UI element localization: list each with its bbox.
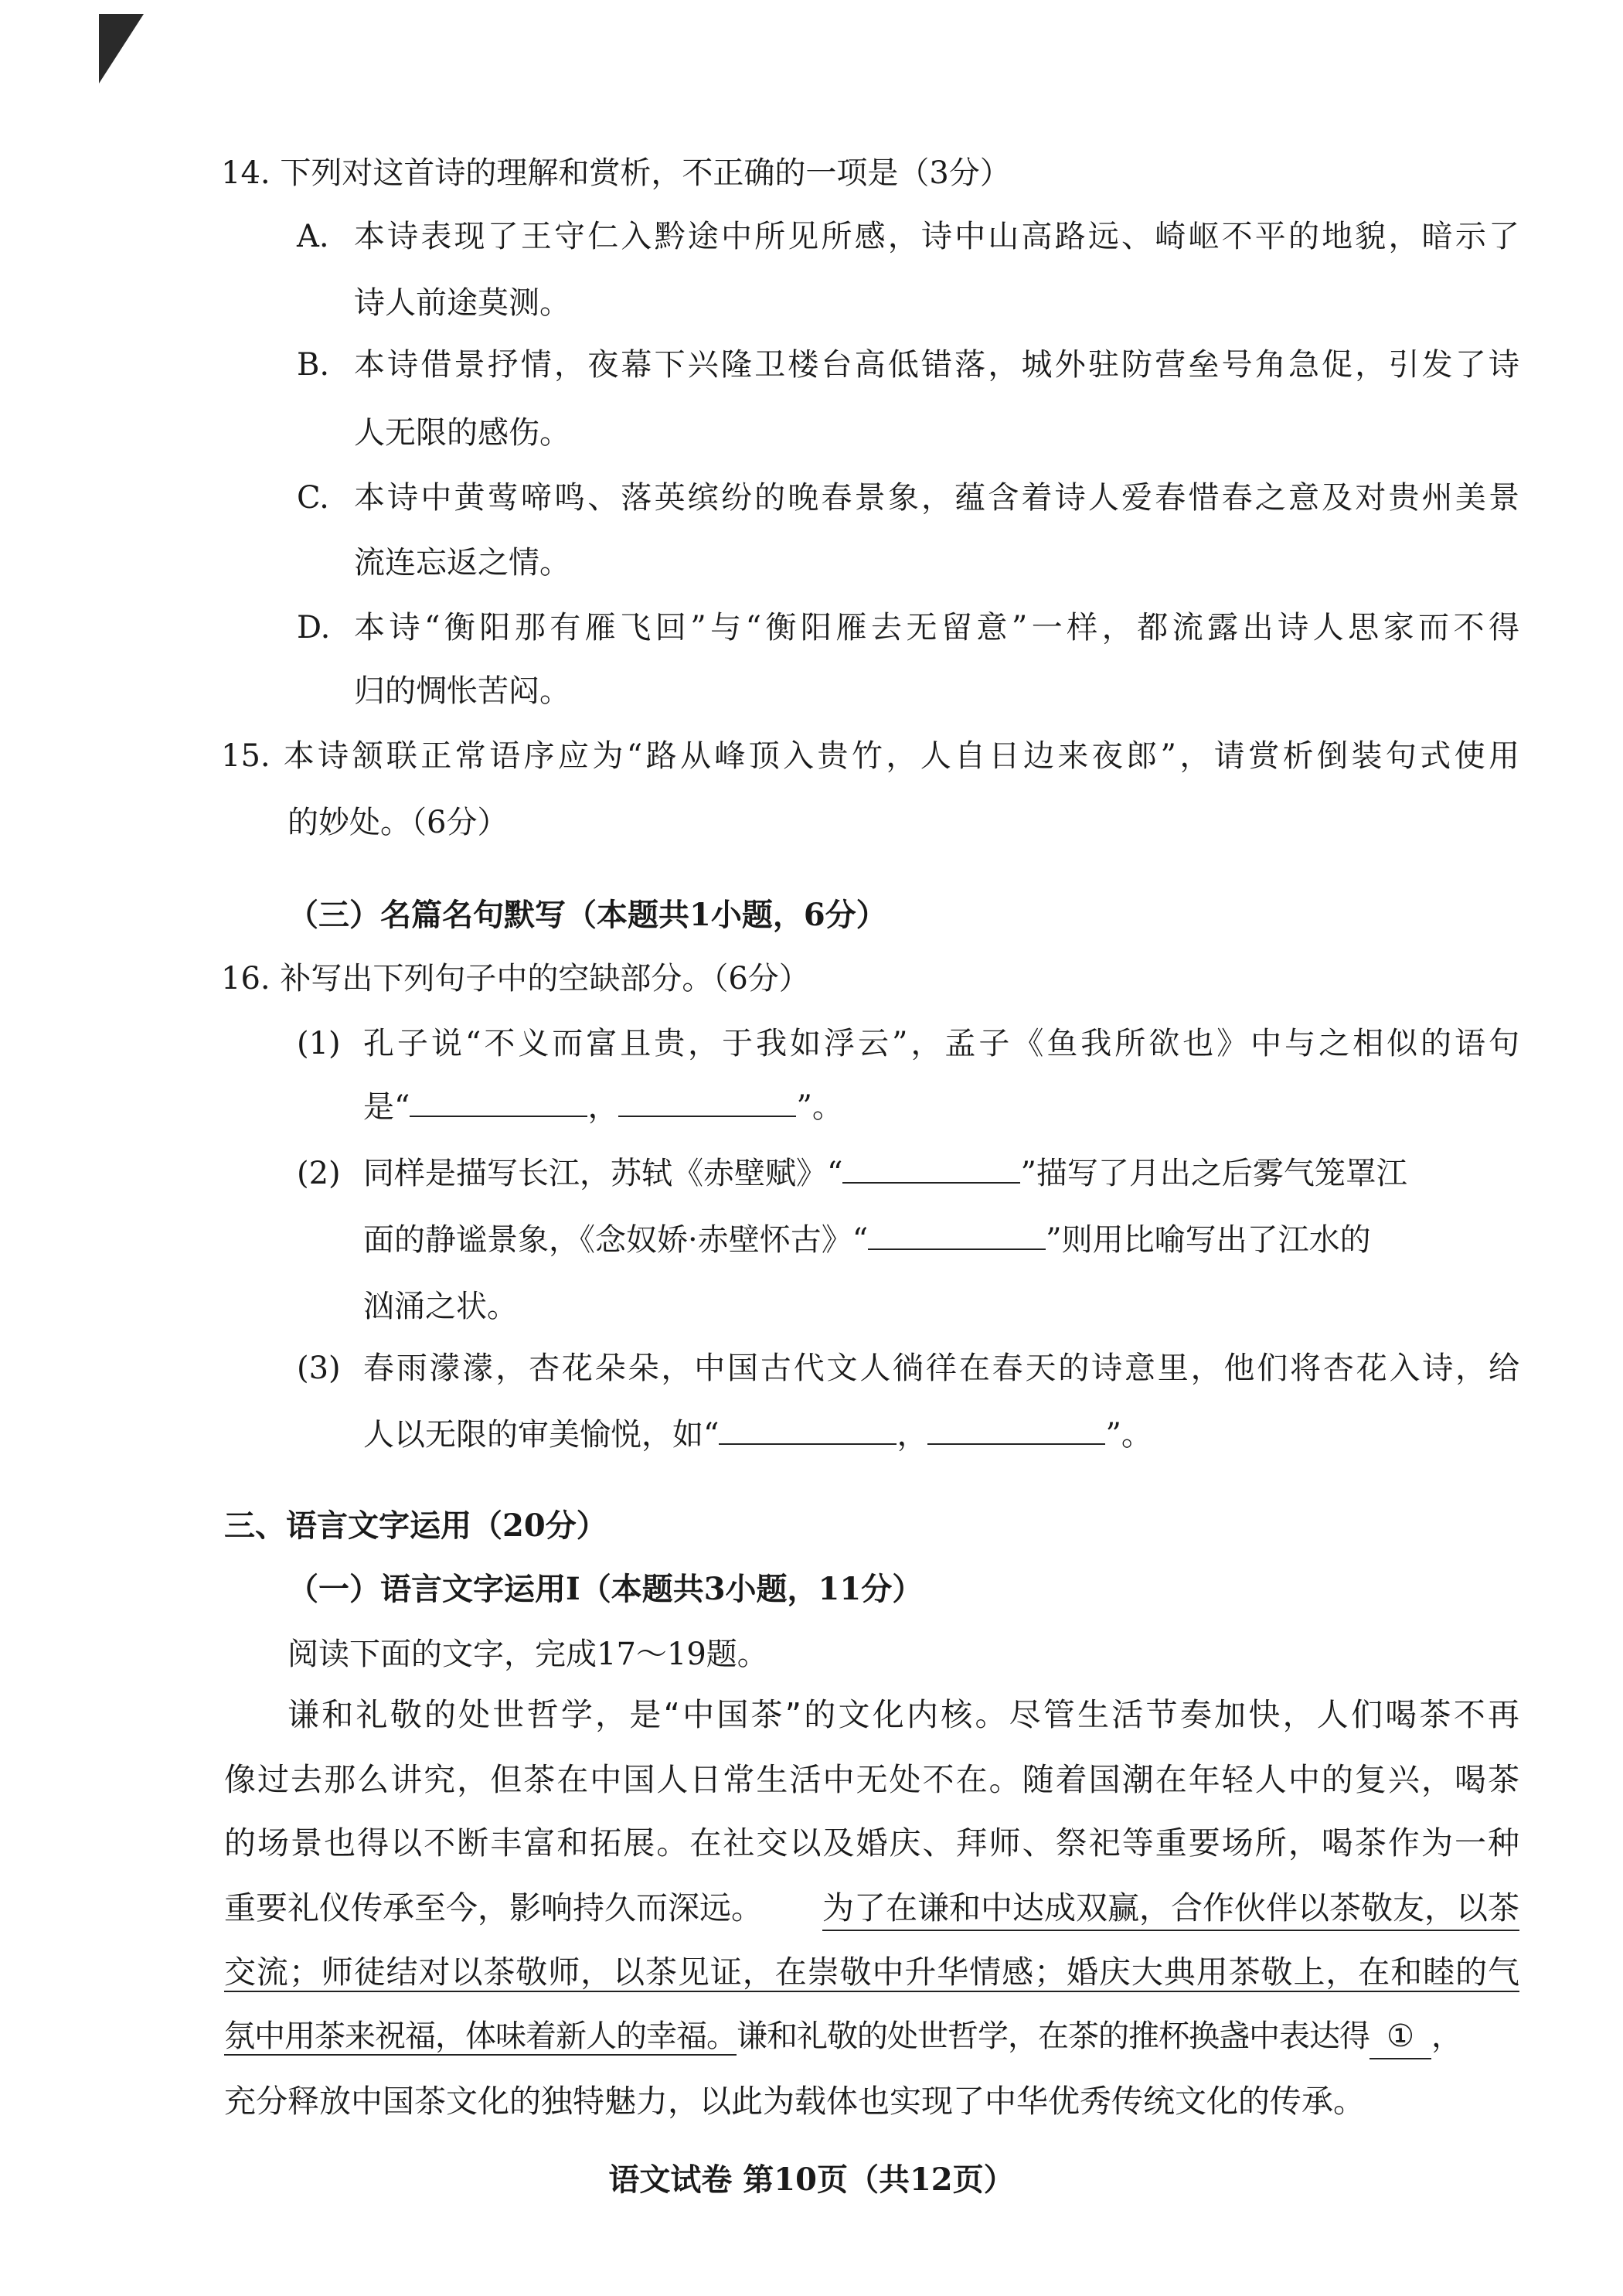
question-stem: 16. 补写出下列句子中的空缺部分。（6分） <box>221 961 810 996</box>
text: 同样是描写长江，苏轼《赤壁赋》“ <box>363 1156 843 1191</box>
answer-blank-1[interactable]: ① <box>1370 2015 1431 2059</box>
sub-text <box>363 1152 1407 1195</box>
text: 是“ <box>363 1089 410 1125</box>
sub-label: (1) <box>297 1026 341 1061</box>
option-label: D. <box>297 610 331 646</box>
sub-text <box>363 1218 1371 1262</box>
text: 重要礼仪传承至今，影响持久而深远。 <box>224 1889 763 1926</box>
answer-blank[interactable] <box>618 1086 796 1117</box>
underlined-text: 氛中用茶来祝福，体味着新人的幸福。 <box>224 2018 737 2054</box>
option-label: C. <box>297 480 329 516</box>
text: ”描写了月出之后雾气笼罩江 <box>1020 1156 1407 1191</box>
option-text: 归的惆怅苦闷。 <box>354 673 570 709</box>
text: ”。 <box>1105 1417 1152 1453</box>
option-text: 人无限的感伤。 <box>354 415 570 451</box>
answer-blank[interactable] <box>719 1414 897 1445</box>
text: ， <box>1431 2018 1461 2054</box>
text: ”。 <box>796 1089 843 1125</box>
passage-line <box>224 2015 1461 2059</box>
passage-line <box>224 1886 1519 1931</box>
answer-blank[interactable] <box>410 1086 587 1117</box>
text: ， <box>897 1417 928 1453</box>
option-text: 本诗中黄莺啼鸣、落英缤纷的晚春景象，蕴含着诗人爱春惜春之意及对贵州美景 <box>354 480 1519 516</box>
text: ， <box>587 1089 619 1125</box>
option-label: B. <box>297 347 330 383</box>
section-heading: （一）语言文字运用Ⅰ（本题共3小题，11分） <box>288 1571 924 1607</box>
sub-label: (2) <box>297 1156 341 1191</box>
passage-line: 像过去那么讲究，但茶在中国人日常生活中无处不在。随着国潮在年轻人中的复兴，喝茶 <box>224 1761 1519 1798</box>
text: 谦和礼敬的处世哲学，在茶的推杯换盏中表达得 <box>737 2018 1370 2054</box>
text: 人以无限的审美愉悦，如“ <box>363 1417 720 1453</box>
underlined-text: 交流；师徒结对以茶敬师，以茶见证，在崇敬中升华情感；婚庆大典用茶敬上，在和睦的气 <box>224 1954 1519 1991</box>
sub-text: 孔子说“不义而富且贵，于我如浮云”，孟子《鱼我所欲也》中与之相似的语句 <box>363 1026 1519 1061</box>
passage-line: 的场景也得以不断丰富和拓展。在社交以及婚庆、拜师、祭祀等重要场所，喝茶作为一种 <box>224 1824 1519 1862</box>
option-text: 流连忘返之情。 <box>354 545 570 581</box>
option-text: 本诗“衡阳那有雁飞回”与“衡阳雁去无留意”一样，都流露出诗人思家而不得 <box>354 610 1519 646</box>
scan-corner-mark <box>99 14 144 83</box>
passage-line <box>224 1950 1519 1994</box>
part-heading: 三、语言文字运用（20分） <box>224 1507 607 1544</box>
passage-line: 谦和礼敬的处世哲学，是“中国茶”的文化内核。尽管生活节奏加快，人们喝茶不再 <box>288 1696 1519 1733</box>
answer-blank[interactable] <box>842 1153 1020 1184</box>
text: 面的静谧景象，《念奴娇·赤壁怀古》“ <box>363 1222 869 1258</box>
option-text: 本诗借景抒情，夜幕下兴隆卫楼台高低错落，城外驻防营垒号角急促，引发了诗 <box>354 347 1519 383</box>
section-heading: （三）名篇名句默写（本题共1小题，6分） <box>288 897 887 933</box>
option-text: 诗人前途莫测。 <box>354 285 570 321</box>
sub-text: 春雨濛濛，杏花朵朵，中国古代文人徜徉在春天的诗意里，他们将杏花入诗，给 <box>363 1351 1519 1386</box>
page-footer: 语文试卷 第10页（共12页） <box>608 2161 1015 2198</box>
underlined-text: 为了在谦和中达成双赢，合作伙伴以茶敬友，以茶 <box>822 1886 1519 1931</box>
option-text: 本诗表现了王守仁入黔途中所见所感，诗中山高路远、崎岖不平的地貌，暗示了 <box>354 219 1519 254</box>
text: ”则用比喻写出了江水的 <box>1046 1222 1371 1258</box>
question-stem: 的妙处。（6分） <box>288 805 509 840</box>
option-label: A. <box>297 219 329 254</box>
answer-blank[interactable] <box>927 1414 1105 1445</box>
answer-blank[interactable] <box>868 1219 1046 1250</box>
instruction: 阅读下面的文字，完成17～19题。 <box>288 1637 768 1672</box>
sub-text: 汹涌之状。 <box>363 1289 518 1324</box>
sub-text <box>363 1413 1152 1456</box>
passage-line: 充分释放中国茶文化的独特魅力，以此为载体也实现了中华优秀传统文化的传承。 <box>224 2083 1365 2120</box>
sub-label: (3) <box>297 1351 341 1386</box>
question-stem: 14. 下列对这首诗的理解和赏析，不正确的一项是（3分） <box>221 155 1011 191</box>
question-stem: 15. 本诗颔联正常语序应为“路从峰顶入贵竹，人自日边来夜郎”，请赏析倒装句式使用 <box>221 738 1519 774</box>
sub-text <box>363 1085 843 1129</box>
